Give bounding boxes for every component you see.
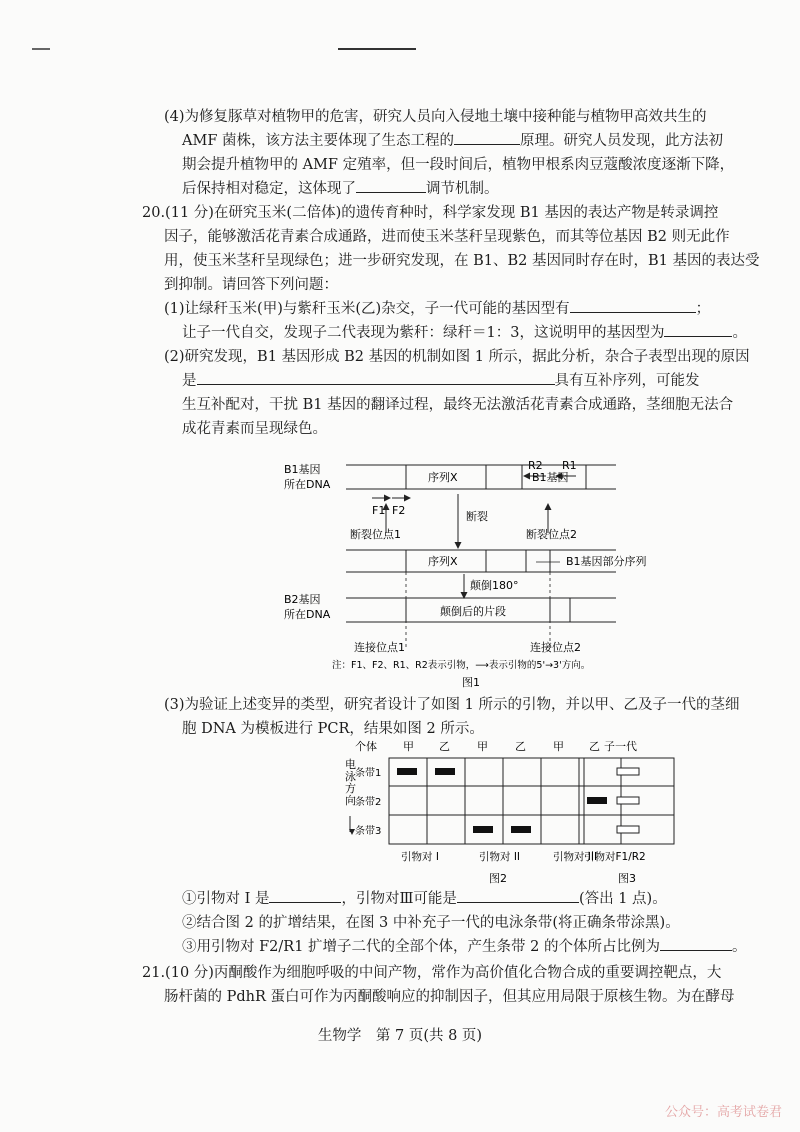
q19-4-line4: [182, 178, 499, 201]
band-label: 条带2: [355, 797, 382, 808]
q20-1-text-c: 让子一代自交，发现子二代表现为紫秆：绿秆＝1：3，这说明甲的基因型为: [182, 325, 665, 341]
q21-line1: 21.(10 分)丙酮酸作为细胞呼吸的中间产物，常作为高价值化合物合成的重要调控靶点，大: [142, 965, 722, 981]
q19-4-line4-b: 调节机制。: [426, 181, 499, 197]
answer-blank[interactable]: [269, 888, 341, 903]
q19-4-line2-a: AMF 菌株，该方法主要体现了生态工程的: [182, 133, 454, 149]
q19-4-line4-a: 后保持相对稳定，这体现了: [182, 181, 356, 197]
q20-3-sub3: [182, 936, 746, 959]
q20-1-text-b: ；: [695, 301, 711, 317]
q20-2-line4: 成花青素而呈现绿色。: [182, 421, 327, 437]
q20-2-text-c: 具有互补序列，可能发: [554, 373, 700, 389]
q20-3-sub1-a: ①引物对 I 是: [182, 891, 270, 907]
page-footer: 生物学 第 7 页(共 8 页): [317, 1028, 483, 1044]
q20-3-sub1-c: (答出 1 点)。: [578, 891, 667, 907]
b1-dna-label-2: 所在DNA: [284, 478, 331, 491]
q20-2-line3: 生互补配对，干扰 B1 基因的翻译过程，最终无法激活花青素合成通路，茎细胞无法合: [182, 397, 734, 413]
b2-dna-label-1: B2基因: [284, 593, 321, 606]
gel-band: [435, 768, 455, 775]
figure-2-caption: 图2: [489, 872, 507, 885]
q20-3-line1: (3)为验证上述变异的类型，研究者设计了如图 1 所示的引物，并以甲、乙及子一代的茎细: [164, 697, 740, 713]
gel-col-label: 甲: [477, 740, 488, 753]
primer-pair-label: 引物对 I: [401, 851, 439, 863]
figure-1-caption: 图1: [462, 676, 480, 689]
empty-band-slot-1[interactable]: [617, 768, 639, 775]
figure-3-title: 子一代: [604, 740, 637, 753]
gel-col-label: 甲: [553, 740, 564, 753]
gel-band: [511, 826, 531, 833]
q20-2-line2: [182, 370, 700, 393]
q20-stem-1: 20.(11 分)在研究玉米(二倍体)的遗传育种时，科学家发现 B1 基因的表达产物是转录调控: [142, 205, 719, 221]
figure-1-diagram: [274, 458, 694, 690]
q20-3-sub2: ②结合图 2 的扩增结果，在图 3 中补充子一代的电泳条带(将正确条带涂黑)。: [182, 915, 680, 931]
q20-1-line1: [164, 298, 710, 321]
seq-x-label: 序列X: [428, 471, 458, 484]
break-label: 断裂: [466, 510, 488, 523]
q20-1-line2: [182, 322, 747, 345]
b1-gene-label: B1基因: [532, 471, 569, 484]
crop-mark-left: [32, 48, 50, 50]
q21-line2: 肠杆菌的 PdhR 蛋白可作为丙酮酸响应的抑制因子，但其应用局限于原核生物。为在酵母: [164, 989, 735, 1005]
q20-3-sub1: [182, 888, 667, 911]
crop-mark-center: [338, 48, 416, 50]
q20-stem-4: 到抑制。请回答下列问题：: [164, 277, 338, 293]
primer-f2-label: F2: [392, 504, 406, 517]
inverted-fragment-label: 颠倒后的片段: [440, 605, 506, 618]
electrophoresis-direction-label: 电泳方向: [345, 758, 356, 807]
figure-1-note: 注：F1、F2、R1、R2表示引物，⟶表示引物的5'→3'方向。: [332, 660, 591, 671]
q20-3-line2: 胞 DNA 为模板进行 PCR，结果如图 2 所示。: [182, 721, 484, 737]
primer-r2-label: R2: [528, 459, 543, 472]
answer-blank[interactable]: [197, 370, 555, 385]
invert-label: 颠倒180°: [470, 579, 519, 592]
join-site-2-label: 连接位点2: [530, 641, 581, 654]
primer-pair-label: 引物对 III: [553, 851, 598, 863]
q20-2-text-b: 是: [182, 373, 197, 389]
q20-3-sub3-a: ③用引物对 F2/R1 扩增子二代的全部个体，产生条带 2 的个体所占比例为: [182, 939, 660, 955]
seq-x-label-2: 序列X: [428, 555, 458, 568]
top-crop-marks: [0, 44, 800, 54]
answer-blank[interactable]: [457, 888, 579, 903]
gel-col-label: 乙: [589, 740, 600, 753]
primer-f1-label: F1: [372, 504, 386, 517]
primer-r1-label: R1: [562, 459, 577, 472]
partial-seq-label: B1基因部分序列: [566, 555, 647, 568]
break-site-2-label: 断裂位点2: [526, 528, 577, 541]
figure-3-caption: 图3: [618, 872, 636, 885]
watermark: 公众号：高考试卷君: [664, 1105, 782, 1120]
q19-4-line2: [182, 130, 723, 153]
q20-2-line1: (2)研究发现，B1 基因形成 B2 基因的机制如图 1 所示，据此分析，杂合子表型出现的原因: [164, 349, 750, 365]
individual-header: 个体: [355, 740, 377, 753]
answer-blank[interactable]: [660, 936, 732, 951]
q20-1-text-d: 。: [732, 325, 747, 341]
b1-dna-label-1: B1基因: [284, 463, 321, 476]
figure-3-gel: [574, 738, 684, 888]
q19-4-line1: (4)为修复豚草对植物甲的危害，研究人员向入侵地土壤中接种能与植物甲高效共生的: [164, 109, 707, 125]
break-site-1-label: 断裂位点1: [350, 528, 401, 541]
q19-4-line3: 期会提升植物甲的 AMF 定殖率，但一段时间后，植物甲根系肉豆蔻酸浓度逐渐下降，: [182, 157, 735, 173]
q20-stem-2: 因子，能够激活花青素合成通路，进而使玉米茎秆呈现紫色，而其等位基因 B2 则无此作: [164, 229, 730, 245]
gel-col-label: 乙: [515, 740, 526, 753]
q20-3-sub1-b: ，引物对Ⅲ可能是: [341, 891, 457, 907]
gel-band: [397, 768, 417, 775]
gel-band: [473, 826, 493, 833]
b2-dna-label-2: 所在DNA: [284, 608, 331, 621]
q19-4-line2-b: 原理。研究人员发现，此方法初: [520, 133, 723, 149]
primer-pair-label: 引物对 II: [479, 851, 521, 863]
answer-blank[interactable]: [570, 298, 696, 313]
answer-blank[interactable]: [454, 130, 520, 145]
band-label: 条带1: [355, 768, 382, 779]
band-label: 条带3: [355, 826, 382, 837]
gel-col-label: 乙: [439, 740, 450, 753]
q20-1-text-a: (1)让绿秆玉米(甲)与紫秆玉米(乙)杂交，子一代可能的基因型有: [164, 301, 570, 317]
gel-col-label: 甲: [403, 740, 414, 753]
empty-band-slot-2[interactable]: [617, 797, 639, 804]
empty-band-slot-3[interactable]: [617, 826, 639, 833]
answer-blank[interactable]: [664, 322, 732, 337]
answer-blank[interactable]: [356, 178, 426, 193]
figure-3-primer-pair: 引物对F1/R2: [584, 851, 646, 863]
join-site-1-label: 连接位点1: [354, 641, 405, 654]
q20-stem-3: 用，使玉米茎秆呈现绿色；进一步研究发现，在 B1、B2 基因同时存在时，B1 基因的表达受: [164, 253, 760, 269]
q20-3-sub3-b: 。: [731, 939, 747, 955]
